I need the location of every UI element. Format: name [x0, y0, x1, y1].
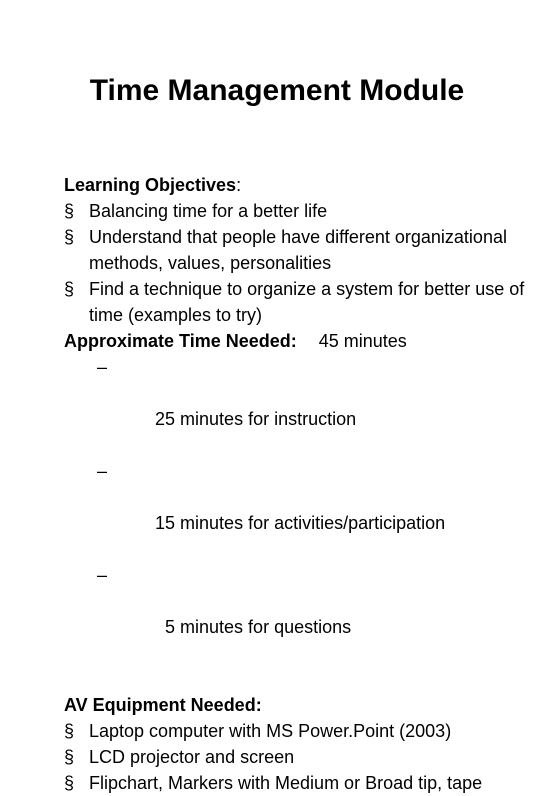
list-item: [64, 224, 544, 276]
list-item-text: Find a technique to organize a system for better use of time (examples to try): [89, 279, 525, 325]
list-item-text: LCD projector and screen: [89, 747, 295, 767]
list-item-text: Balancing time for a better life: [89, 201, 328, 221]
av-equipment-heading: AV Equipment Needed:: [64, 695, 262, 715]
list-item: [64, 276, 544, 328]
list-item: [64, 744, 544, 770]
bullet-marker-icon: §: [64, 279, 75, 299]
dash-marker-icon: –: [97, 565, 108, 585]
time-breakdown-item: [64, 354, 544, 458]
time-breakdown-text: 25 minutes for instruction: [155, 409, 357, 429]
section-spacer: [64, 666, 544, 692]
list-item-text: Flipchart, Markers with Medium or Broad tip, tape: [89, 773, 483, 793]
time-breakdown-item: [64, 562, 544, 666]
learning-objectives-colon: :: [236, 175, 242, 195]
page-title: Time Management Module: [89, 74, 465, 107]
list-item: [64, 198, 544, 224]
dash-marker-icon: –: [97, 461, 108, 481]
dash-marker-icon: –: [97, 357, 108, 377]
time-needed-label: Approximate Time Needed:: [64, 331, 297, 351]
time-breakdown-item: [64, 458, 544, 562]
time-needed-value: 45 minutes: [318, 331, 407, 351]
bullet-marker-icon: §: [64, 773, 75, 793]
bullet-marker-icon: §: [64, 747, 75, 767]
learning-objectives-label: Learning Objectives: [64, 175, 237, 195]
bullet-marker-icon: §: [64, 227, 75, 247]
learning-objectives-heading: [64, 172, 544, 198]
module-content: [64, 172, 544, 796]
bullet-marker-icon: §: [64, 721, 75, 741]
bullet-marker-icon: §: [64, 201, 75, 221]
time-needed-line: [64, 328, 544, 354]
list-item: [64, 770, 544, 796]
time-breakdown-text: 5 minutes for questions: [155, 617, 352, 637]
list-item-text: Laptop computer with MS Power.Point (2003): [89, 721, 452, 741]
list-item-text: Understand that people have different organizational methods, values, personalities: [89, 227, 507, 273]
time-breakdown-text: 15 minutes for activities/participation: [155, 513, 446, 533]
list-item: [64, 718, 544, 744]
